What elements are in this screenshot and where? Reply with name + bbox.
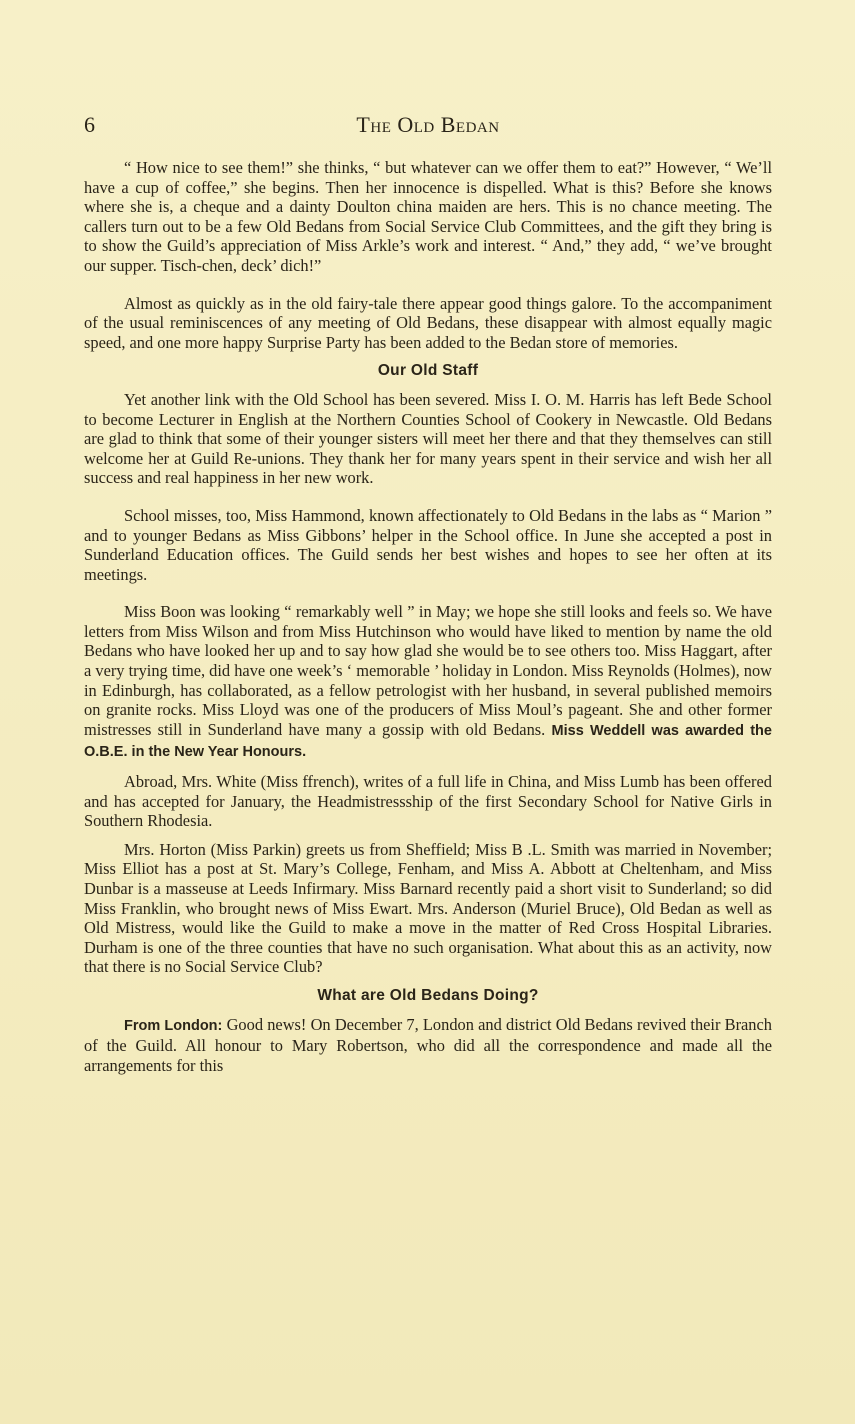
running-title-text: The Old Bedan: [356, 112, 500, 137]
page-header: [84, 112, 772, 142]
section-heading-old-staff: Our Old Staff: [377, 362, 479, 380]
paragraph-from-london: [84, 1015, 772, 1076]
staff-news-text: Miss Boon was looking “ remarkably well ” in May; we hope she still looks and feels so. We have letters from Miss Wilson and from Miss Hutchinson who would have liked to mention by name the old Bedans who have looked her up and to say how glad she would be to see others too. Miss Haggart, after a very trying time, did have one week’s ‘ memorable ’ holiday in London. Miss Reynolds (Holmes), now in Edinburgh, has collaborated, as a fellow petrologist with her husband, in several published memoirs on granite rocks. Miss Lloyd was one of the producers of Miss Moul’s pageant. She and other former mistresses still in Sunderland have many a gossip with old Bedans.: [84, 602, 772, 739]
paragraph-staff-news: [84, 602, 772, 763]
paragraph-miss-hammond: School misses, too, Miss Hammond, known affectionately to Old Bedans in the labs as “ Marion ” and to younger Bedans as Miss Gibbons’ helper in the School office. In June she accepted a post in Sunderland Education offices. The Guild sends her best wishes and hopes to see her often at its meetings.: [84, 505, 772, 584]
paragraph-miss-harris: Yet another link with the Old School has been severed. Miss I. O. M. Harris has left Bede School to become Lecturer in English at the Northern Counties School of Cookery in Newcastle. Old Bedans are glad to think that some of their younger sisters will meet her there and that they themselves can still welcome her at Guild Re-unions. They thank her for many years spent in their service and wish her all success and real happiness in her new work.: [84, 389, 772, 488]
paragraph-surprise-party: “ How nice to see them!” she thinks, “ but whatever can we offer them to eat?” However, “ We’ll have a cup of coffee,” she begins. Then her innocence is dispelled. What is this? Before she knows where she is, a cheque and a dainty Doulton china maiden are hers. This is no chance meeting. The callers turn out to be a few Old Bedans from Social Service Club Committees, and the gift they bring is to show the Guild’s appreciation of Miss Arkle’s work and interest. “ And,” they add, “ we’ve brought our supper. Tisch-chen, deck’ dich!”: [84, 158, 772, 275]
obe-announcement: Miss Weddell was awarded the O.B.E. in the New Year Honours.: [84, 722, 772, 761]
from-london-lead: From London:: [124, 1017, 223, 1034]
running-title: [84, 112, 772, 138]
from-london-text: Good news! On December 7, London and district Old Bedans revived their Branch of the Guild. All honour to Mary Robertson, who did all the correspondence and made all the arrangements for this: [84, 1014, 772, 1075]
paragraph-abroad: Abroad, Mrs. White (Miss ffrench), writes of a full life in China, and Miss Lumb has been offered and has accepted for January, the Headmistressship of the first Secondary School for Native Girls in Southern Rhodesia.: [84, 772, 772, 831]
paragraph-fairy-tale: Almost as quickly as in the old fairy-tale there appear good things galore. To the accompaniment of the usual reminiscences of any meeting of Old Bedans, these disappear with almost equally magic speed, and one more happy Surprise Party has been added to the Bedan store of memories.: [84, 293, 772, 352]
paragraph-mrs-horton: Mrs. Horton (Miss Parkin) greets us from Sheffield; Miss B .L. Smith was married in November; Miss Elliot has a post at St. Mary’s College, Fenham, and Miss A. Abbott at Cheltenham, and Miss Dunbar is a masseuse at Leeds Infirmary. Miss Barnard recently paid a short visit to Sunderland; so did Miss Franklin, who brought news of Miss Ewart. Mrs. Anderson (Muriel Bruce), Old Bedan as well as Old Mistress, would like the Guild to make a move in the matter of Red Cross Hospital Libraries. Durham is one of the three counties that have no such organisation. What about this as an activity, now that there is no Social Service Club?: [84, 839, 772, 977]
article-body: [84, 158, 772, 1084]
page-number: 6: [84, 112, 95, 137]
section-heading-bedans-doing: What are Old Bedans Doing?: [317, 986, 539, 1004]
